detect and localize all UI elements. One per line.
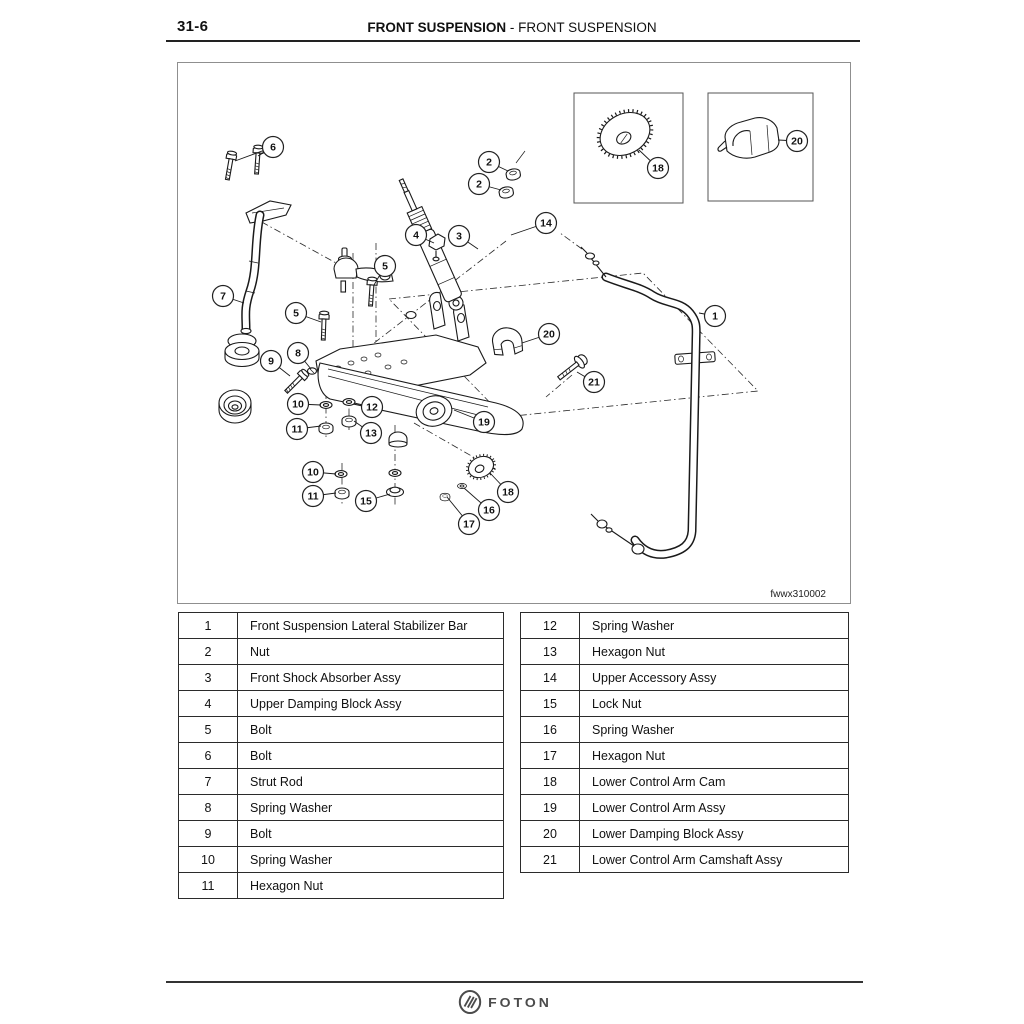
part-number-cell: 1 (179, 613, 238, 639)
strut-rod (222, 145, 291, 334)
svg-text:16: 16 (483, 504, 495, 517)
part-number-cell: 4 (179, 691, 238, 717)
part-name-cell: Lower Damping Block Assy (580, 821, 849, 847)
callout-14 (511, 213, 557, 236)
svg-text:3: 3 (456, 230, 462, 243)
part-name-cell: Lower Control Arm Cam (580, 769, 849, 795)
callout-11 (287, 419, 322, 440)
svg-text:1: 1 (712, 310, 718, 323)
table-row (179, 769, 504, 795)
part-number-cell: 9 (179, 821, 238, 847)
part-name-cell: Hexagon Nut (580, 639, 849, 665)
svg-text:17: 17 (463, 518, 475, 531)
svg-text:6: 6 (270, 141, 276, 154)
footer-rule (166, 981, 863, 983)
part-number-cell: 15 (521, 691, 580, 717)
svg-text:2: 2 (476, 178, 482, 191)
page-title-section: FRONT SUSPENSION (367, 20, 507, 35)
figure-code-text: fwwx310002 (770, 589, 826, 600)
callout-11 (303, 486, 337, 507)
part-name-cell: Upper Accessory Assy (580, 665, 849, 691)
table-row (179, 873, 504, 899)
part-number-cell: 8 (179, 795, 238, 821)
parts-table-left (178, 612, 504, 899)
part-name-cell: Nut (238, 639, 504, 665)
part-name-cell: Bolt (238, 743, 504, 769)
table-row (521, 743, 849, 769)
footer-brand (0, 989, 1010, 1015)
part-number-cell: 20 (521, 821, 580, 847)
part-name-cell: Bolt (238, 717, 504, 743)
table-row (179, 691, 504, 717)
svg-text:18: 18 (652, 162, 664, 175)
bolt-9 (283, 368, 310, 395)
foton-logo-icon (458, 989, 482, 1015)
callout-2 (479, 152, 509, 173)
table-row (179, 613, 504, 639)
svg-text:20: 20 (791, 135, 803, 148)
part-number-cell: 14 (521, 665, 580, 691)
part-name-cell: Strut Rod (238, 769, 504, 795)
part-name-cell: Lower Control Arm Camshaft Assy (580, 847, 849, 873)
svg-text:8: 8 (295, 347, 301, 360)
part-number-cell: 7 (179, 769, 238, 795)
svg-text:10: 10 (292, 398, 304, 411)
part-name-cell: Hexagon Nut (580, 743, 849, 769)
svg-text:10: 10 (307, 466, 319, 479)
part-number-cell: 3 (179, 665, 238, 691)
bolt-5-lower (318, 311, 329, 340)
part-name-cell: Lower Control Arm Assy (580, 795, 849, 821)
foton-wordmark: FOTON (488, 994, 552, 1010)
svg-text:18: 18 (502, 486, 514, 499)
svg-text:7: 7 (220, 290, 226, 303)
lower-damping-block (491, 325, 524, 357)
table-row (521, 639, 849, 665)
part-number-cell: 17 (521, 743, 580, 769)
svg-text:20: 20 (543, 328, 555, 341)
callout-20 (522, 324, 560, 345)
svg-text:9: 9 (268, 355, 274, 368)
callout-21 (577, 372, 605, 393)
table-row (179, 717, 504, 743)
table-row (179, 639, 504, 665)
svg-text:11: 11 (291, 423, 303, 436)
table-row (521, 613, 849, 639)
suspension-diagram-svg (178, 63, 850, 603)
part-name-cell: Hexagon Nut (238, 873, 504, 899)
part-number-cell: 13 (521, 639, 580, 665)
page-number: 31-6 (177, 18, 209, 35)
svg-text:19: 19 (478, 416, 490, 429)
callout-17 (447, 497, 480, 535)
callout-15 (356, 491, 391, 512)
callout-5 (286, 303, 322, 324)
part-number-cell: 10 (179, 847, 238, 873)
part-number-cell: 11 (179, 873, 238, 899)
part-name-cell: Spring Washer (238, 795, 504, 821)
callout-18 (490, 473, 519, 503)
inset-box-cam (574, 93, 683, 203)
shock-nuts (498, 151, 525, 199)
callout-10 (288, 394, 322, 415)
callout-7 (213, 286, 245, 307)
callout-13 (354, 421, 382, 444)
table-row (521, 665, 849, 691)
svg-text:5: 5 (293, 307, 299, 320)
part-number-cell: 19 (521, 795, 580, 821)
header-rule (166, 40, 860, 42)
part-name-cell: Front Suspension Lateral Stabilizer Bar (238, 613, 504, 639)
part-name-cell: Upper Damping Block Assy (238, 691, 504, 717)
svg-text:21: 21 (588, 376, 600, 389)
table-row (521, 717, 849, 743)
exploded-view-figure (177, 62, 851, 604)
stabilizer-bar (581, 247, 715, 554)
parts-table-right (520, 612, 849, 873)
table-row (521, 847, 849, 873)
svg-text:4: 4 (413, 229, 419, 242)
part-name-cell: Front Shock Absorber Assy (238, 665, 504, 691)
table-row (521, 691, 849, 717)
table-row (179, 665, 504, 691)
arm-hardware (319, 399, 407, 499)
page-title (0, 20, 1024, 35)
svg-text:2: 2 (486, 156, 492, 169)
table-row (179, 795, 504, 821)
callout-2 (469, 174, 502, 195)
table-row (521, 795, 849, 821)
svg-text:14: 14 (540, 217, 552, 230)
part-number-cell: 16 (521, 717, 580, 743)
table-row (179, 847, 504, 873)
spring-washer-8 (308, 368, 317, 374)
svg-text:13: 13 (365, 427, 377, 440)
part-name-cell: Spring Washer (238, 847, 504, 873)
part-name-cell: Spring Washer (580, 613, 849, 639)
part-number-cell: 12 (521, 613, 580, 639)
callout-9 (261, 351, 291, 377)
part-number-cell: 2 (179, 639, 238, 665)
strut-rod-bushings (219, 334, 259, 423)
page-title-subsection: - FRONT SUSPENSION (506, 20, 657, 35)
part-name-cell: Spring Washer (580, 717, 849, 743)
svg-text:11: 11 (307, 490, 319, 503)
table-row (179, 743, 504, 769)
part-number-cell: 5 (179, 717, 238, 743)
callout-10 (303, 462, 337, 483)
callout-8 (288, 343, 312, 370)
part-name-cell: Lock Nut (580, 691, 849, 717)
part-name-cell: Bolt (238, 821, 504, 847)
callout-3 (449, 226, 479, 250)
svg-text:12: 12 (366, 401, 378, 414)
callout-1 (699, 306, 726, 327)
table-row (521, 769, 849, 795)
svg-text:5: 5 (382, 260, 388, 273)
table-row (179, 821, 504, 847)
part-number-cell: 18 (521, 769, 580, 795)
part-number-cell: 21 (521, 847, 580, 873)
table-row (521, 821, 849, 847)
svg-text:15: 15 (360, 495, 372, 508)
part-number-cell: 6 (179, 743, 238, 769)
